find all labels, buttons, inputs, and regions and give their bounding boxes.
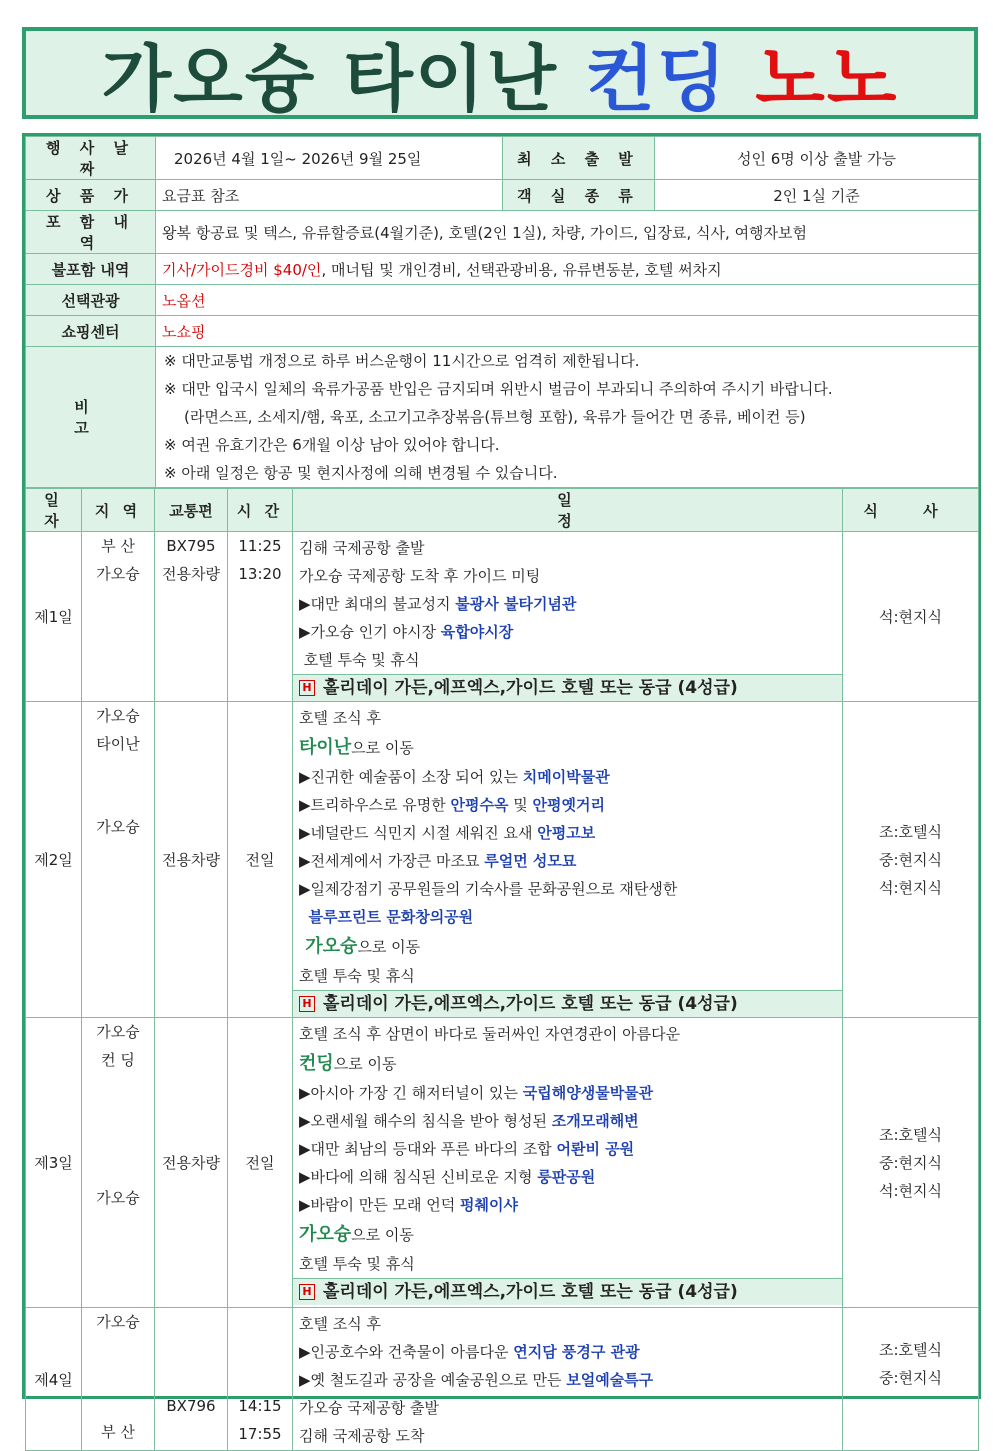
meal-cell	[843, 1308, 979, 1451]
region-name: 부 산	[101, 1423, 135, 1441]
region-cell	[82, 1308, 155, 1451]
time-value: 17:55	[238, 1425, 282, 1443]
hotel-row	[293, 674, 842, 701]
schedule-header: 일 정	[293, 489, 843, 532]
day-row	[26, 1018, 979, 1308]
meal-item: 중:현지식	[878, 850, 942, 869]
schedule-line: 호텔 조식 후	[299, 1315, 381, 1333]
schedule-line	[299, 1048, 836, 1079]
attraction-name: 조개모래해변	[551, 1112, 639, 1130]
attraction-name: 안평수옥	[450, 796, 509, 814]
transport-header: 교통편	[155, 489, 228, 532]
flight-number: BX795	[166, 537, 216, 555]
min-departure-label: 최 소 출 발	[503, 137, 655, 180]
schedule-cell	[293, 1018, 843, 1308]
page-title	[102, 21, 899, 125]
excluded-value	[156, 254, 979, 285]
price-value: 요금표 참조	[156, 180, 503, 211]
meal-cell	[843, 702, 979, 1018]
attraction-name: 치메이박물관	[522, 768, 610, 786]
time-cell	[228, 1018, 293, 1308]
flight-number: BX796	[166, 1397, 216, 1415]
destination-name: 가오슝	[299, 1224, 352, 1245]
date-label: 행 사 날 짜	[26, 137, 156, 180]
schedule-line	[299, 1079, 836, 1107]
schedule-line	[299, 618, 836, 646]
line-text: ▶바다에 의해 침식된 신비로운 지형	[299, 1168, 538, 1186]
day-header: 일 자	[26, 489, 82, 532]
meal-header: 식 사	[843, 489, 979, 532]
meal-item: 석:현지식	[878, 1181, 942, 1200]
attraction-name: 룽판공원	[537, 1168, 596, 1186]
schedule-line: 김해 국제공항 도착	[299, 1427, 425, 1445]
remarks-notes	[156, 347, 979, 488]
meal-item: 중:현지식	[878, 1153, 942, 1172]
line-text: ▶바람이 만든 모래 언덕	[299, 1196, 461, 1214]
attraction-name: 불광사 불타기념관	[455, 595, 577, 613]
schedule-line	[299, 1366, 836, 1394]
line-text: 으로 이동	[357, 938, 421, 956]
line-text: ▶아시아 가장 긴 해저터널이 있는	[299, 1084, 523, 1102]
meal-item: 중:현지식	[878, 1369, 942, 1387]
schedule-line: 호텔 조식 후	[299, 709, 381, 727]
time-cell	[228, 1308, 293, 1451]
region-cell	[82, 702, 155, 1018]
schedule-line	[299, 590, 836, 618]
included-label: 포 함 내 역	[26, 211, 156, 254]
meal-item: 조:호텔식	[878, 1125, 942, 1144]
time-header: 시 간	[228, 489, 293, 532]
destination-name: 타이난	[299, 737, 352, 758]
attraction-name: 펑췌이샤	[460, 1196, 518, 1214]
schedule-line: 호텔 투숙 및 휴식	[299, 967, 415, 985]
time-value: 전일	[245, 851, 275, 869]
schedule-line: 가오슝 국제공항 도착 후 가이드 미팅	[299, 567, 541, 585]
line-text: ▶오랜세월 해수의 침식을 받아 형성된	[299, 1112, 552, 1130]
guide-fee-text: 기사/가이드경비 $40/인	[162, 260, 322, 279]
attraction-name: 안평고보	[537, 824, 596, 842]
schedule-line	[299, 1163, 836, 1191]
schedule-line	[299, 1219, 836, 1250]
hotel-icon: H	[299, 680, 315, 696]
line-text: ▶대만 최남의 등대와 푸른 바다의 조합	[299, 1140, 557, 1158]
title-part-nono: 노노	[755, 37, 899, 121]
schedule-line	[299, 1191, 836, 1219]
hotel-row	[293, 1278, 842, 1305]
schedule-table	[25, 488, 979, 1451]
line-text: ▶네덜란드 식민지 시절 세워진 요새	[299, 824, 538, 842]
meal-item: 석:현지식	[878, 607, 942, 626]
title-banner	[22, 27, 978, 119]
room-type-value: 2인 1실 기준	[655, 180, 979, 211]
schedule-line: 가오슝 국제공항 출발	[299, 1399, 439, 1417]
destination-name: 가오슝	[299, 936, 358, 957]
schedule-cell	[293, 702, 843, 1018]
optional-tour-value: 노옵션	[156, 285, 979, 316]
time-value: 13:20	[238, 565, 282, 583]
hotel-row	[293, 990, 842, 1017]
time-value: 전일	[245, 1154, 275, 1172]
schedule-cell	[293, 532, 843, 702]
attraction-name: 보얼예술특구	[566, 1371, 654, 1389]
schedule-cell	[293, 1308, 843, 1451]
day-row	[26, 532, 979, 702]
hotel-icon: H	[299, 996, 315, 1012]
day-label: 제1일	[26, 532, 82, 702]
region-name: 가오슝	[96, 707, 140, 725]
line-text: ▶옛 철도길과 공장을 예술공원으로 만든	[299, 1371, 567, 1389]
note-line: ※ 대만교통법 개정으로 하루 버스운행이 11시간으로 엄격히 제한됩니다.	[164, 352, 640, 370]
day-label: 제2일	[26, 702, 82, 1018]
transport-cell	[155, 1018, 228, 1308]
excluded-rest-text: , 매너팁 및 개인경비, 선택관광비용, 유류변동분, 호텔 써차지	[321, 260, 722, 279]
schedule-line: 김해 국제공항 출발	[299, 539, 425, 557]
transport-cell	[155, 1308, 228, 1451]
day-label: 제4일	[26, 1308, 82, 1451]
line-text: ▶대만 최대의 불교성지	[299, 595, 456, 613]
min-departure-value: 성인 6명 이상 출발 가능	[655, 137, 979, 180]
line-text: ▶전세계에서 가장큰 마조묘	[299, 852, 485, 870]
schedule-line	[299, 1107, 836, 1135]
hotel-icon: H	[299, 1284, 315, 1300]
region-cell	[82, 1018, 155, 1308]
line-text: ▶가오슝 인기 야시장	[299, 623, 441, 641]
meal-cell	[843, 532, 979, 702]
region-name: 컨 딩	[101, 1051, 135, 1069]
room-type-label: 객 실 종 류	[503, 180, 655, 211]
attraction-name: 안평옛거리	[532, 796, 605, 814]
schedule-line	[299, 847, 836, 875]
region-name: 타이난	[96, 735, 140, 753]
hotel-name: 홀리데이 가든,에프엑스,가이드 호텔 또는 동급 (4성급)	[323, 1282, 738, 1302]
line-text: 으로 이동	[351, 1226, 414, 1244]
meal-item: 조:호텔식	[878, 822, 942, 841]
note-line: ※ 아래 일정은 항공 및 현지사정에 의해 변경될 수 있습니다.	[164, 464, 558, 482]
time-value: 14:15	[238, 1397, 282, 1415]
attraction-name: 국립해양생물박물관	[522, 1084, 654, 1102]
attraction-name: 어롼비 공원	[556, 1140, 635, 1158]
hotel-name: 홀리데이 가든,에프엑스,가이드 호텔 또는 동급 (4성급)	[323, 994, 738, 1014]
time-value: 11:25	[238, 537, 282, 555]
schedule-line	[299, 732, 836, 763]
day-label: 제3일	[26, 1018, 82, 1308]
transport-name: 전용차량	[162, 1154, 220, 1172]
note-line: ※ 여권 유효기간은 6개월 이상 남아 있어야 합니다.	[164, 436, 500, 454]
itinerary-document	[22, 133, 981, 1445]
schedule-line	[299, 763, 836, 791]
region-name: 가오슝	[96, 1189, 140, 1207]
schedule-line	[299, 903, 836, 931]
time-cell	[228, 702, 293, 1018]
schedule-line: ▶일제강점기 공무원들의 기숙사를 문화공원으로 재탄생한	[299, 880, 678, 898]
schedule-line	[299, 931, 836, 962]
meal-cell	[843, 1018, 979, 1308]
line-text: 및	[508, 796, 533, 814]
line-text: 으로 이동	[351, 739, 414, 757]
schedule-line	[299, 1135, 836, 1163]
schedule-line	[299, 791, 836, 819]
region-name: 부 산	[101, 537, 135, 555]
transport-name: 전용차량	[162, 565, 220, 583]
attraction-name: 루얼먼 성모묘	[484, 852, 577, 870]
transport-name: 전용차량	[162, 851, 220, 869]
line-text: 으로 이동	[333, 1055, 397, 1073]
note-line: (라면스프, 소세지/햄, 육포, 소고기고추장볶음(튜브형 포함), 육류가 들어간 면 종류, 베이컨 등)	[184, 408, 806, 426]
transport-cell	[155, 532, 228, 702]
excluded-label: 불포함 내역	[26, 254, 156, 285]
date-value: 2026년 4월 1일~ 2026년 9월 25일	[156, 137, 503, 180]
line-text: ▶진귀한 예술품이 소장 되어 있는	[299, 768, 523, 786]
schedule-line: 호텔 투숙 및 휴식	[299, 1255, 415, 1273]
note-line: ※ 대만 입국시 일체의 육류가공품 반입은 금지되며 위반시 벌금이 부과되니 주의하여 주시기 바랍니다.	[164, 380, 833, 398]
title-part-kenting: 컨딩	[585, 37, 729, 121]
region-header: 지 역	[82, 489, 155, 532]
included-value: 왕복 항공료 및 텍스, 유류할증료(4월기준), 호텔(2인 1실), 차량, 가이드, 입장료, 식사, 여행자보험	[156, 211, 979, 254]
destination-name: 컨딩	[299, 1053, 334, 1074]
day-row	[26, 702, 979, 1018]
attraction-name: 육합야시장	[440, 623, 514, 641]
transport-cell	[155, 702, 228, 1018]
hotel-name: 홀리데이 가든,에프엑스,가이드 호텔 또는 동급 (4성급)	[323, 678, 738, 698]
shopping-value: 노쇼핑	[156, 316, 979, 347]
optional-tour-label: 선택관광	[26, 285, 156, 316]
schedule-line: 호텔 조식 후 삼면이 바다로 둘러싸인 자연경관이 아름다운	[299, 1025, 681, 1043]
region-name: 가오슝	[96, 1023, 140, 1041]
line-text: ▶트리하우스로 유명한	[299, 796, 451, 814]
attraction-name: 연지담 풍경구 관광	[513, 1343, 640, 1361]
shopping-label: 쇼핑센터	[26, 316, 156, 347]
time-cell	[228, 532, 293, 702]
info-table	[25, 136, 979, 488]
attraction-name: 블루프린트 문화창의공원	[308, 908, 474, 926]
title-part-destination: 가오슝 타이난	[101, 37, 558, 121]
meal-item: 석:현지식	[878, 878, 942, 897]
day-row	[26, 1308, 979, 1451]
region-name: 가오슝	[96, 818, 140, 836]
schedule-line	[299, 819, 836, 847]
line-text	[299, 908, 309, 926]
region-name: 가오슝	[96, 1313, 140, 1331]
remarks-label: 비 고	[26, 347, 156, 488]
line-text: ▶인공호수와 건축물이 아름다운	[299, 1343, 514, 1361]
meal-item: 조:호텔식	[878, 1341, 942, 1359]
region-cell	[82, 532, 155, 702]
schedule-line: 호텔 투숙 및 휴식	[299, 651, 420, 669]
price-label: 상 품 가	[26, 180, 156, 211]
region-name: 가오슝	[96, 565, 140, 583]
schedule-line	[299, 1338, 836, 1366]
